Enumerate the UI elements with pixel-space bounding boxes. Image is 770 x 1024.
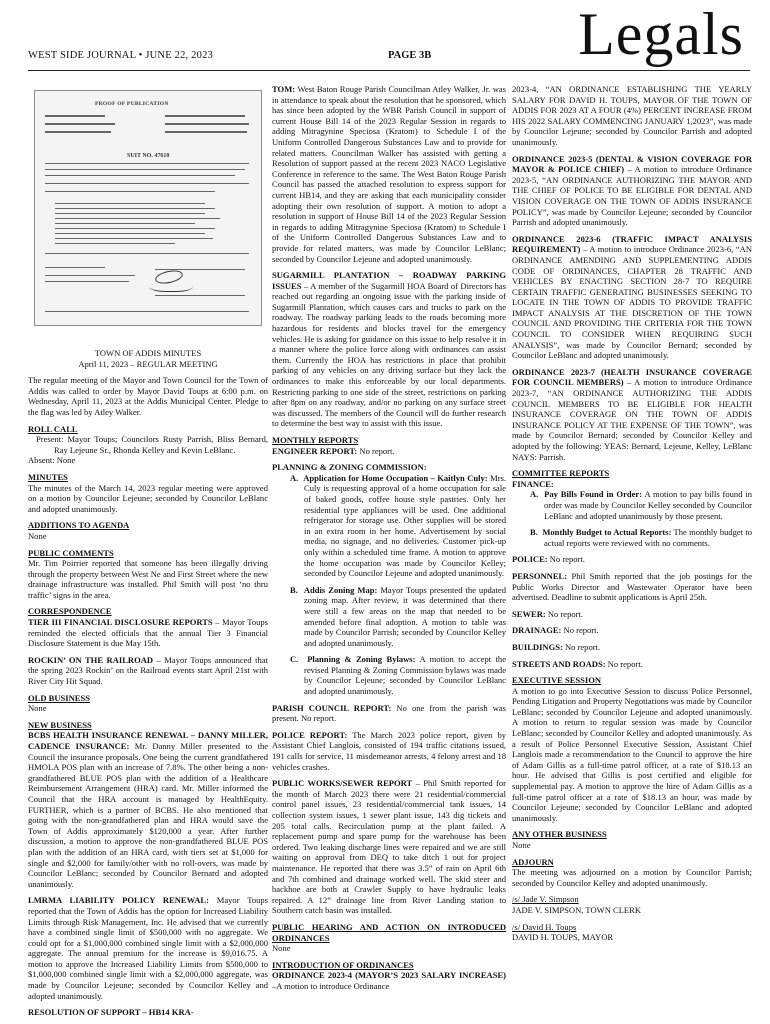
rocking-item: ROCKIN’ ON THE RAILROAD – Mayor Toups announced that the spring 2023 Rockin’ on the Railroad events start April 21st with River City Hit Squad. [28, 654, 268, 687]
column-1 [28, 84, 268, 1024]
police-committee: POLICE: No report. [512, 554, 585, 565]
personnel-committee: PERSONNEL: Phil Smith reported that the job postings for the Public Works Director and Wastewater Operator have been advertised. Deadline to submit applications is April 25th. [512, 570, 752, 603]
minutes-date: April 11, 2023 – REGULAR MEETING [78, 358, 218, 369]
finance-item-a: A. Pay Bills Found in Order: A motion to pay bills found in order was made by Councilor Kelley seconded by Councilor LeBlanc and adopted unanimously by those present. [530, 489, 752, 521]
streets-committee: STREETS AND ROADS: No report. [512, 658, 643, 669]
section-title: Legals [578, 1, 744, 67]
drainage-committee: DRAINAGE: No report. [512, 625, 599, 636]
monthly-reports-heading: MONTHLY REPORTS [272, 435, 359, 445]
parish-report: PARISH COUNCIL REPORT: No one from the parish was present. No report. [272, 702, 507, 724]
public-hearing-text: None [272, 943, 291, 954]
bcbs-heading: BCBS HEALTH INSURANCE RENEWAL – DANNY MILLER, CADENCE INSURANCE: [28, 730, 268, 751]
correspondence-heading: CORRESPONDENCE [28, 606, 112, 617]
mayor-name: DAVID H. TOUPS, MAYOR [512, 932, 614, 943]
minutes-heading: MINUTES [28, 471, 68, 482]
publication-date: WEST SIDE JOURNAL • JUNE 22, 2023 [28, 50, 213, 61]
public-works-report: PUBLIC WORKS/SEWER REPORT – Phil Smith reported for the month of March 2023 there were 21 residential/commercial control panel issues, 23 residential/commercial tank issues, 14 collection system issues, 1 sewer plant issue, 143 dig tickets and 205 total calls. Recirculation pump at the plant failed. A replacement pump and spare pump for the warehouse has been ordered. Two leaking discharge lines were repaired and we are still waiting on approval from DEQ to take ditch 1 out for project maintenance. He reported that there was 3.5” of rain on April 6th and 7th combined and drainage worked well. The skid steer and backhoe are both at Crawler Supply to have hydraulic leaks repaired. A 12” drainage line from River Landing station to Southern catch basin was installed. [272, 778, 506, 916]
planning-item-a: A. Application for Home Occupation – Kaitlyn Culy: Mrs. Culy is requesting approval of a home occupation for sale of baked goods, coffee house style pastries. Only her residential type appliances will be used. One additional refrigerator for storage use. Other supplies will be stored in an extra room in her home. Advertisement by social media, no signage, and no deliveries. Customer pick-up only within a scheduled time frame. A motion to approve the home occupation was made by Councilor Kelley; seconded by Councilor Lejeune and adopted unanimously. [290, 472, 507, 579]
lmrma-heading: LMRMA LIABILITY POLICY RENEWAL: [28, 895, 209, 906]
disclosure-heading: TIER III FINANCIAL DISCLOSURE REPORTS [28, 617, 213, 628]
ordinance-2023-7: ORDINANCE 2023-7 (HEALTH INSURANCE COVERAGE FOR COUNCIL MEMBERS) – A motion to introduce Ordinance 2023-7, “AN ORDINANCE AUTHORIZING THE ADDIS COUNCIL MEMBERS TO BE ELIGIBLE FOR HEALTH INSURANCE COVERAGE ON THE TOWN OF ADDIS INSURANCE POLICY AT THE EXPENSE OF THE TOWN”, was made by Councilor Bernard; seconded by Councilor Kelley and adopted by the following: YEAS: Bernard, Lejeune, Kelley, LeBlanc NAYS: Parrish. [512, 366, 753, 462]
sugarmill-heading: SUGARMILL PLANTATION – ROADWAY PARKING ISSUES [272, 270, 506, 291]
clerk-name: JADE V. SIMPSON, TOWN CLERK [512, 904, 642, 915]
adjourn-text: The meeting was adjourned on a motion by Councilor Parrish; seconded by Councilor Kelley and adopted unanimously. [512, 867, 752, 888]
lmrma-item: LMRMA LIABILITY POLICY RENEWAL: Mayor Toups reported that the Town of Addis has the option for Increased Liability Limits through Risk Management, Inc. He advised that we currently have a combined single limit of $500,000 with no aggregate. We could opt for a $1,000,000 combined single limit with a $2,000,000 aggregate. The annual premium for the increase is $9,016.75. A motion to approve the Increased Liability Limits from $500,000 to $1,000,000 combined single limit with a $2,000,000 aggregate, was made by Councilor Lejeune; seconded by Councilor Kelley and adopted unanimously. [28, 895, 268, 1001]
ordinance-2023-4-intro: ORDINANCE 2023-4 (MAYOR’S 2023 SALARY INCREASE) –A motion to introduce Ordinance [272, 970, 506, 991]
planning-item-b: B. Addis Zoning Map: Mayor Toups presented the updated zoning map. After review, it was determined that there were still a few areas on the map that needed to be amended before final adoption. A motion to table was made by Councilor Parrish; seconded by Councilor Kelley and adopted unanimously. [290, 584, 506, 648]
finance-heading: FINANCE: [512, 478, 554, 489]
mayor-signature: /s/ David H. Toups [512, 921, 577, 932]
buildings-committee: BUILDINGS: No report. [512, 641, 601, 652]
intro-ordinances-heading: INTRODUCTION OF ORDINANCES [272, 959, 414, 970]
page-number: PAGE 3B [388, 50, 432, 61]
finance-item-b: B. Monthly Budget to Actual Reports: The monthly budget to actual reports were reviewed with no comments. [530, 527, 752, 548]
old-business-heading: OLD BUSINESS [28, 692, 90, 703]
engineer-report: ENGINEER REPORT: No report. [272, 445, 395, 456]
resolution-heading: RESOLUTION OF SUPPORT – HB14 KRA- [28, 1007, 194, 1018]
tom-item: TOM: West Baton Rouge Parish Councilman Atley Walker, Jr. was in attendance to speak about the resolution that he sponsored, which has since been adopted by the WBR Parish Council in support of current House Bill 14 of the 2023 Regular Session in regards to adding Mitragynine Speciosa (Kratom) to Schedule I of the Uniform Controlled Dangerous Substances Law and to provide for related matters. Councilman Walker has assisted with getting a Resolution of support passed at the recent 2023 NACO Legislative Conference in reference to the same. The West Baton Rouge Parish Council has passed the attached resolution to express support for current HB14, and they are asking that each municipality consider adopting their own resolution of support. A motion to adopt a resolution in support of House Bill 14 of the 2023 Regular Session in regards to adding Mitragynine Speciosa (Kratom) to Schedule I of the Uniform Controlled Dangerous Substances Law and to provide for related matters, was made by Councilor LeBlanc; seconded by Councilor Lejeune and adopted unanimously. [272, 84, 506, 264]
planning-heading: PLANNING & ZONING COMMISSION: [272, 462, 427, 473]
column-3 [512, 84, 752, 943]
minutes-title: TOWN OF ADDIS MINUTES [94, 348, 202, 358]
scanned-affidavit-image [34, 90, 262, 326]
clerk-signature: /s/ Jade V. Simpson [512, 894, 579, 905]
correspondence-item: TIER III FINANCIAL DISCLOSURE REPORTS – Mayor Toups reminded the elected officials that the annual Tier 3 Financial Disclosure Statement is due May 15th. [28, 617, 268, 649]
bcbs-item: BCBS HEALTH INSURANCE RENEWAL – DANNY MILLER, CADENCE INSURANCE: Mr. Danny Miller presented to the Council the insurance proposals. One being the current grandfathered HMOLA POS plan with an increase of 7.8%. The other being a non-grandfathered BLUE POS plan with the addition of a Healthcare Reimbursement Arrangement (HRA) card. Mr. Miller informed the Council that the HRA account is managed by HealthEquity. FURTHER, which is a partner of BCBS. He also mentioned that going with the non-grandfathered plan and HRA would save the Town of Addis approximately $120,000 a year. After further discussion, a motion to approve the non-grandfathered BLUE POS plan with the addition of an HRA card, with tiers set at $1,000 for single and $2,000 for family/other with no roll-overs, was made by Councilor LeBlanc; seconded by Councilor Bernard and adopted unanimously. [28, 730, 269, 889]
adjourn-heading: ADJOURN [512, 856, 554, 867]
header-rule [28, 70, 750, 71]
roll-present: Present: Mayor Toups; Councilors Rusty Parrish, Bliss Bernard, Ray Lejeune Sr., Rhonda Kelley and Kevin LeBlanc. [36, 434, 268, 455]
minutes-text: The minutes of the March 14, 2023 regular meeting were approved on a motion by Councilor Lejeune; seconded by Councilor LeBlanc and adopted unanimously. [28, 482, 268, 514]
new-business-heading: NEW BUSINESS [28, 719, 92, 730]
other-business-heading: ANY OTHER BUSINESS [512, 829, 607, 840]
roll-call-heading: ROLL CALL [28, 423, 78, 434]
additions-text: None [28, 530, 47, 541]
rocking-heading: ROCKIN’ ON THE RAILROAD [28, 654, 154, 665]
ordinance-2023-6: ORDINANCE 2023-6 (TRAFFIC IMPACT ANALYSIS REQUIREMENT) – A motion to introduce Ordinance 2023-6, “AN ORDINANCE AMENDING AND SUPPLEMENTING ADDIS CODE OF ORDINANCES, CHAPTER 28 TRAFFIC AND VEHICLES BY ENACTING SECTION 28-7 TO REQUIRE CERTAIN TRAFFIC GENERATING BUSINESSES SEEKING TO LOCATE IN THE TOWN OF ADDIS TO PROVIDE TRAFFIC IMPACT ANALYSIS AT THE DISCRETION OF THE TOWN COUNCIL AND PROVIDING THE CRITERIA FOR THE TOWN COUNCIL TO CONSIDER WHEN REQUIRING SUCH ANALYSIS”, was made by Councilor Bernard; seconded by Councilor LeBlanc and adopted unanimously. [512, 233, 752, 361]
roll-absent: Absent: None [28, 455, 76, 466]
docket-number: SUIT NO. 47610 [127, 153, 170, 159]
page-header [28, 1, 750, 72]
column-2 [272, 84, 506, 998]
executive-session-heading: EXECUTIVE SESSION [512, 675, 602, 686]
police-report: POLICE REPORT: The March 2023 police report, given by Assistant Chief Langlois, consisted of 194 traffic citations issued, 191 calls for service, 11 misdemeanor arrests, 4 felony arrest and 18 vehicles crashes. [272, 729, 507, 772]
sewer-committee: SEWER: No report. [512, 608, 583, 619]
minutes-intro: The regular meeting of the Mayor and Town Council for the Town of Addis was called to order by Mayor David Toups at 6:00 p.m. on Wednesday, April 11, 2023 at the Addis Municipal Center. Pledge to the flag was led by Atley Walker. [28, 375, 268, 417]
ordinance-2023-5: ORDINANCE 2023-5 (DENTAL & VISION COVERAGE FOR MAYOR & POLICE CHIEF) – A motion to introduce Ordinance 2023-5, “AN ORDINANCE AUTHORIZING THE MAYOR AND THE CHIEF OF POLICE TO BE ELIGIBLE FOR DENTAL AND VISION COVERAGE ON THE TOWN OF ADDIS INSURANCE POLICY”, was made by Councilor Lejeune; seconded by Councilor Parrish and adopted unanimously. [512, 153, 752, 228]
other-business-text: None [512, 840, 531, 850]
public-comments-heading: PUBLIC COMMENTS [28, 547, 114, 558]
sugarmill-item: SUGARMILL PLANTATION – ROADWAY PARKING ISSUES – A member of the Sugarmill HOA Board of Directors has reached out regarding an ongoing issue with the parking inside of Sugarmill Plantation, which causes cars and trucks to park on the roadway. The roadway parking leads to the roads becoming more hazardous for residents and blocks travel for the emergency vehicles. He is asking for guidance on this issue to help resolve it in a manner where the police force along with ordinances can assist them. Currently the HOA has restrictions in place that prohibit parking of any vehicles on any driving surface but they lack the ordinances to make this enforceable by our local departments. Restricting parking to one side of the street, restrictions on parking after 8pm on any roadway, and/or no parking on any surface street was discussed. The members of the Council will do further research to determine the best way to assist with this issue. [272, 270, 506, 429]
public-hearing-heading: PUBLIC HEARING AND ACTION ON INTRODUCED ORDINANCES [272, 921, 506, 943]
public-comments-text: Mr. Tim Poirrier reported that someone has been illegally driving through the property between West Ne and First Street where the new drainage infrastructure was installed. Phil Smith will post ‘no thru traffic’ signs in the area. [28, 558, 268, 600]
additions-heading: ADDITIONS TO AGENDA [28, 520, 130, 531]
affidavit-heading: PROOF OF PUBLICATION [95, 101, 169, 107]
committee-reports-heading: COMMITTEE REPORTS [512, 468, 610, 479]
ordinance-2023-4-text: 2023-4, “AN ORDINANCE ESTABLISHING THE YEARLY SALARY FOR DAVID H. TOUPS, MAYOR OF THE TOWN OF ADDIS FOR 2023 AT A FOUR (4%) PERCENT INCREASE FROM HIS 2022 SALARY COMMENCING JANUARY 1,2023”, was made by Councilor Lejeune; seconded by Councilor Parrish and adopted unanimously. [512, 84, 752, 147]
planning-item-c: C. Planning & Zoning Bylaws: A motion to accept the revised Planning & Zoning Commission bylaws was made by Councilor Lejeune; seconded by Councilor LeBlanc and adopted unanimously. [290, 654, 507, 697]
executive-session-text: A motion to go into Executive Session to discuss Police Personnel, Pending Litigation and Property Negotiations was made by Councilor LeBlanc; seconded by Councilor Lejeune and adopted unanimously. A motion to return to regular session was made by Councilor LeBlanc; seconded by Councilor Kelley and adopted unanimously. As a result of Police Personnel Executive Session, Assistant Chief Langlois made a recommendation to the Council to approve the hire of Adam Gillis as a full-time patrol officer, at a rate of $18.13 an hour. He advised that Gillis is post certified and eligible for supplemental pay. A motion to approve the hire of Adam Gillis as a full-time patrol officer at a rate of $18.13 an hour, was made by Councilor Lejeune; seconded by Councilor LeBlanc and adopted unanimously. [512, 685, 752, 823]
old-business-text: None [28, 703, 47, 714]
